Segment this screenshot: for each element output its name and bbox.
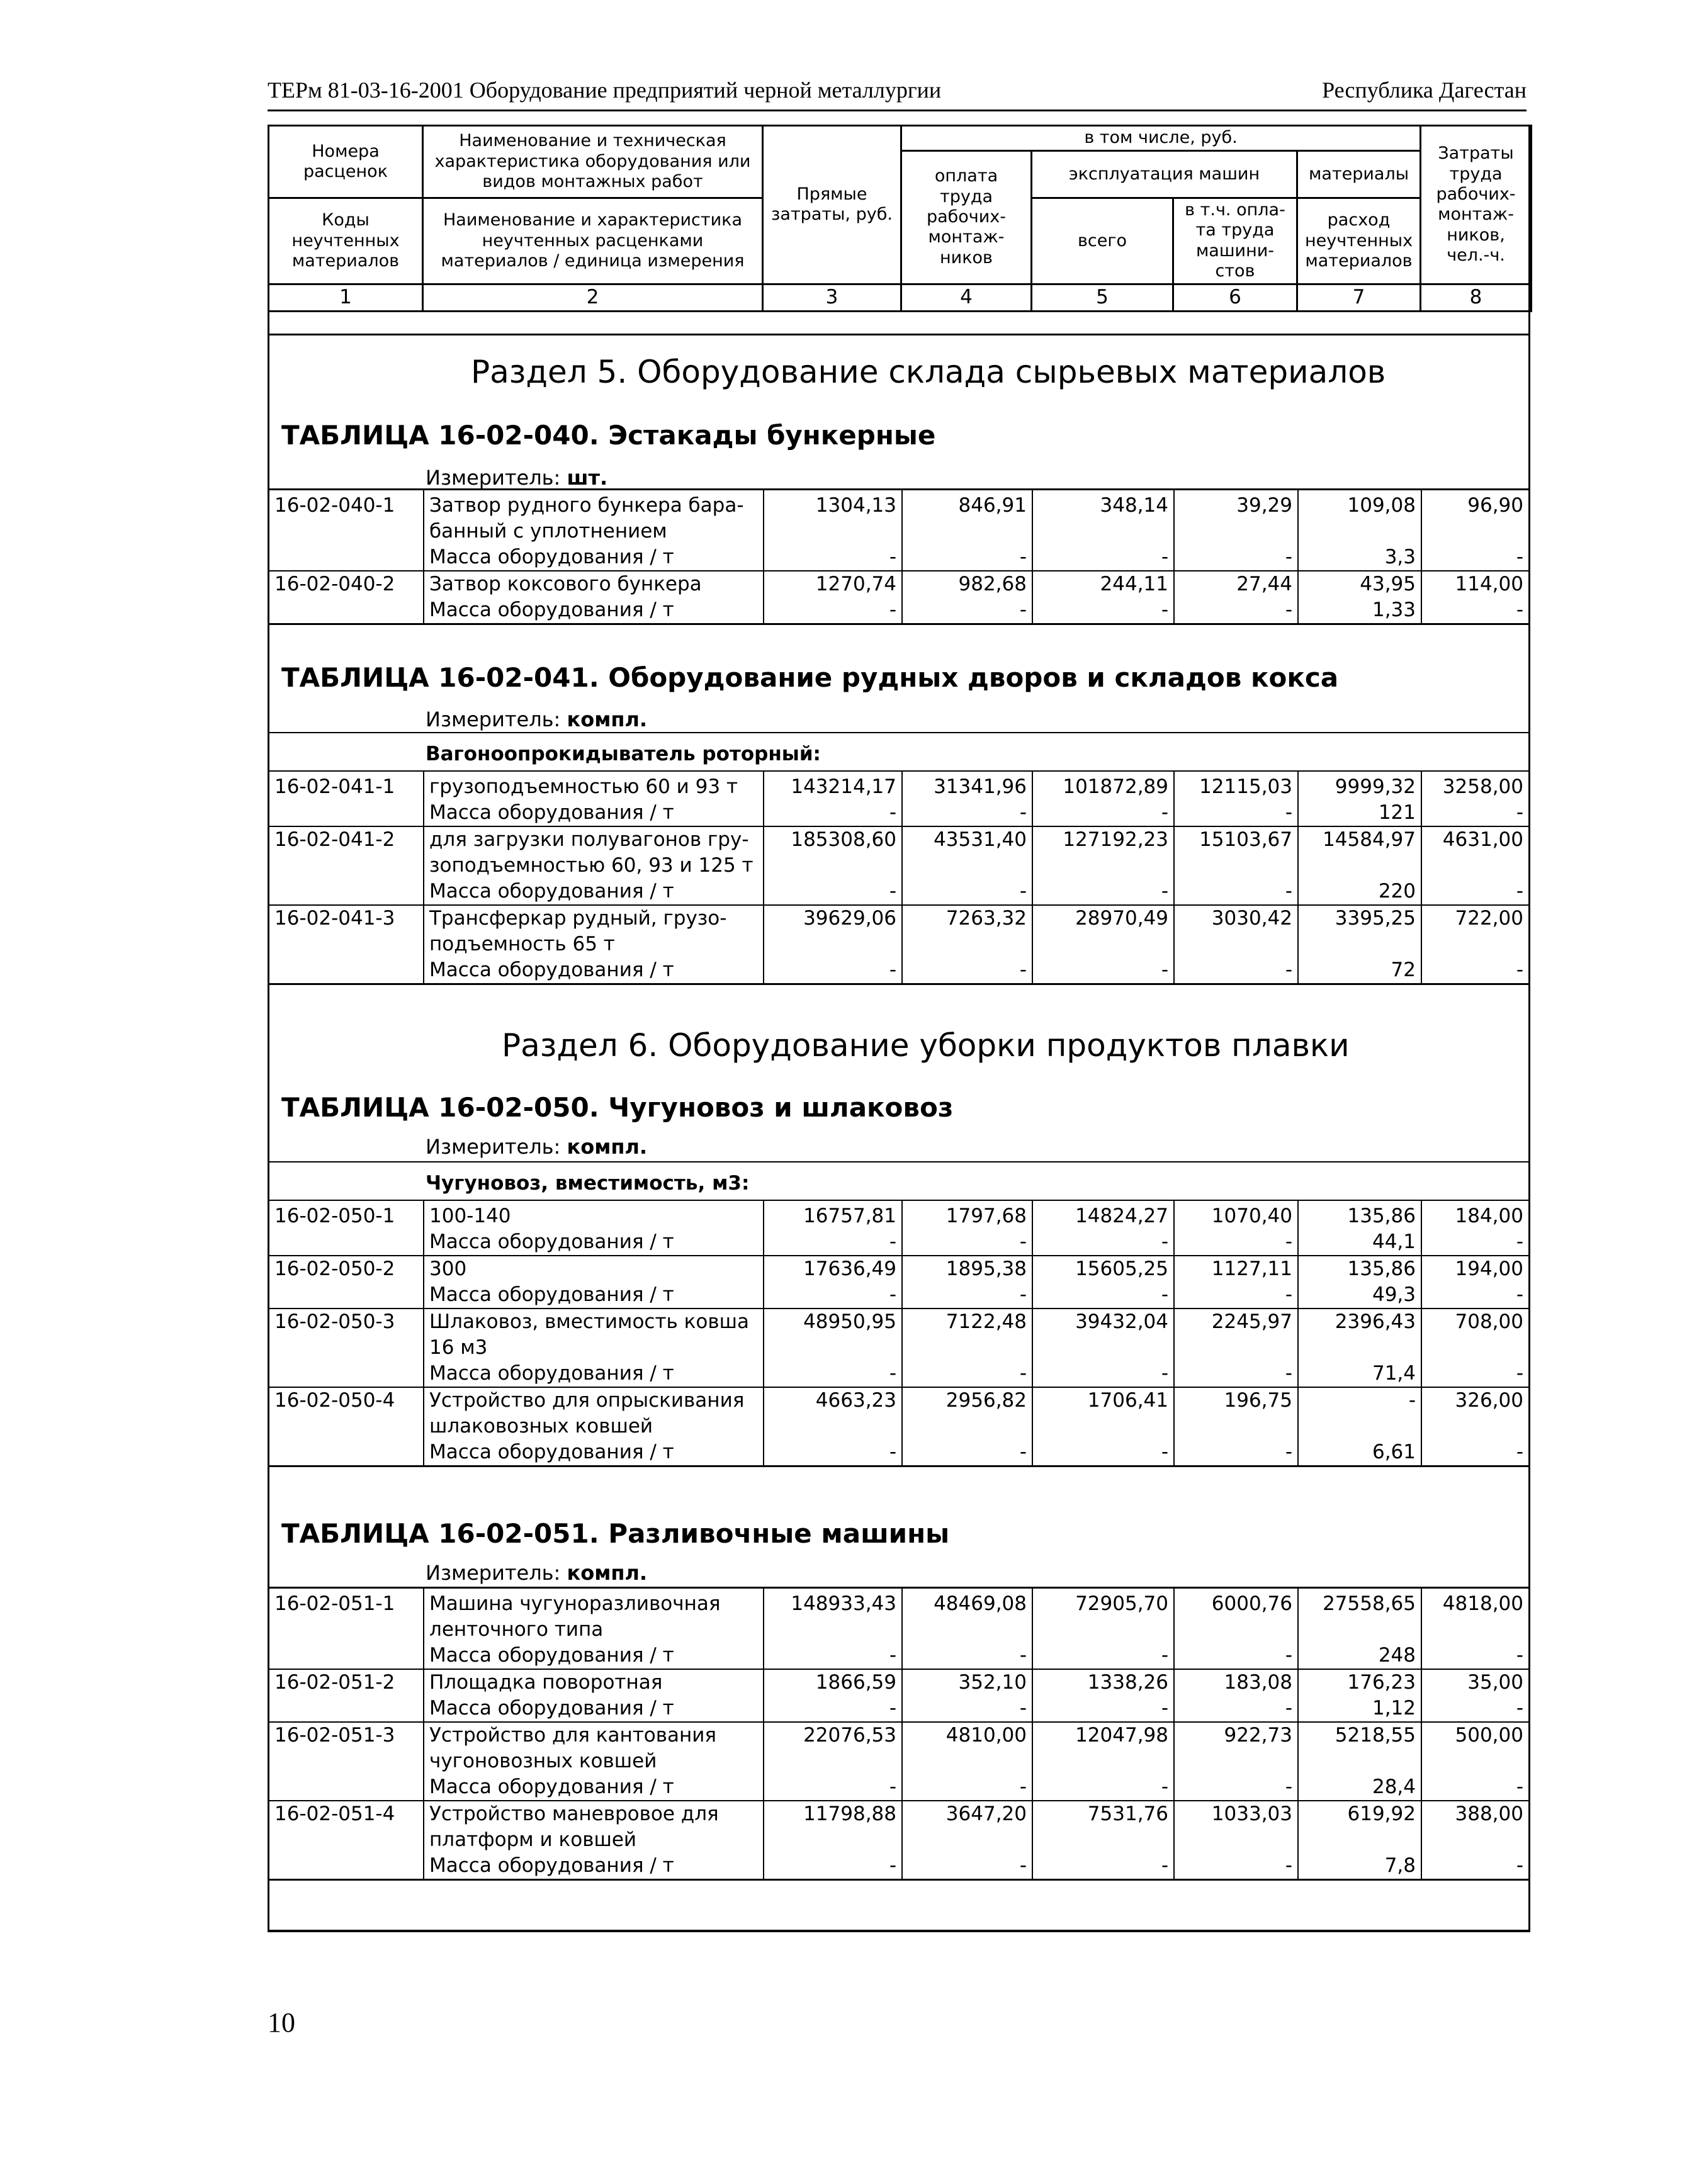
mass-value: - — [1174, 1361, 1298, 1387]
cost-value: 184,00 — [1421, 1200, 1528, 1229]
table-041-title: ТАБЛИЦА 16-02-041. Оборудование рудных дворов и складов кокса — [281, 662, 1339, 693]
item-name: Машина чугуноразливочная ленточного типа — [424, 1588, 764, 1643]
measure-unit: компл. — [567, 1561, 648, 1585]
col1-bottom: Коды неучтенных материалов — [269, 198, 423, 284]
item-name: Трансферкар рудный, грузо-подъемность 65 т — [424, 905, 764, 957]
cost-value: 7531,76 — [1032, 1801, 1174, 1853]
cost-value: 2396,43 — [1298, 1309, 1421, 1361]
mass-value: - — [1421, 957, 1528, 984]
cost-value: 3030,42 — [1174, 905, 1298, 957]
cost-value: 27558,65 — [1298, 1588, 1421, 1643]
cost-value: 35,00 — [1421, 1669, 1528, 1696]
mass-value: - — [1516, 1776, 1523, 1798]
mass-value: 28,4 — [1298, 1774, 1421, 1801]
col-number: 2 — [423, 284, 763, 311]
mass-row — [269, 879, 1528, 905]
mass-label: Масса оборудования / т — [424, 1282, 764, 1309]
table-040-measure — [426, 466, 607, 490]
cost-value: 4631,00 — [1421, 826, 1528, 879]
mass-value: - — [1174, 957, 1298, 984]
cost-value: 2956,82 — [902, 1387, 1032, 1439]
mass-value: - — [1421, 597, 1528, 624]
cost-value: 15605,25 — [1032, 1256, 1174, 1282]
mass-value: - — [1174, 544, 1298, 571]
mass-value: - — [1516, 1230, 1523, 1253]
item-name: Устройство для опрыскивания шлаковозных ковшей — [424, 1387, 764, 1439]
cost-value: 114,00 — [1421, 571, 1528, 597]
cost-value: 7263,32 — [902, 905, 1032, 957]
table-051-title: ТАБЛИЦА 16-02-051. Разливочные машины — [281, 1518, 950, 1549]
mass-value: - — [902, 1643, 1032, 1669]
mass-value: - — [764, 1439, 902, 1466]
cost-value: 500,00 — [1421, 1722, 1528, 1774]
cost-value: 846,91 — [902, 490, 1032, 545]
measure-unit: компл. — [567, 707, 648, 731]
mass-value: - — [902, 597, 1032, 624]
col-number: 6 — [1173, 284, 1297, 311]
cost-value: 3258,00 — [1421, 771, 1528, 800]
mass-value: - — [902, 957, 1032, 984]
rate-code — [269, 1643, 424, 1669]
cost-value: 14584,97 — [1298, 826, 1421, 879]
mass-value: - — [764, 1643, 902, 1669]
header-rule — [269, 334, 1528, 335]
mass-value: - — [1174, 1696, 1298, 1722]
cost-value: 22076,53 — [764, 1722, 902, 1774]
mass-value: - — [764, 1361, 902, 1387]
cost-value: 31341,96 — [902, 771, 1032, 800]
cost-value: 135,86 — [1298, 1256, 1421, 1282]
cost-value: 352,10 — [902, 1669, 1032, 1696]
cost-value: 722,00 — [1421, 905, 1528, 957]
mass-label: Масса оборудования / т — [424, 1439, 764, 1466]
cost-value: 1127,11 — [1174, 1256, 1298, 1282]
mass-value: - — [764, 1282, 902, 1309]
mass-row — [269, 1361, 1528, 1387]
mass-value: - — [1032, 1229, 1174, 1256]
table-040-body — [269, 488, 1528, 625]
table-row — [269, 1256, 1528, 1282]
table-050-body — [269, 1200, 1528, 1467]
cost-value: 39,29 — [1174, 490, 1298, 545]
item-name: для загрузки полувагонов гру-зоподъемностью 60, 93 и 125 т — [424, 826, 764, 879]
col-number: 1 — [269, 284, 423, 311]
col7-header: расход неучтенных материалов — [1297, 198, 1421, 284]
rate-code — [269, 1853, 424, 1880]
mass-label: Масса оборудования / т — [424, 800, 764, 826]
cost-value: 16757,81 — [764, 1200, 902, 1229]
table-051-body — [269, 1587, 1528, 1881]
cost-value: 1866,59 — [764, 1669, 902, 1696]
mass-value: - — [902, 1282, 1032, 1309]
mass-row — [269, 1643, 1528, 1669]
mass-value: - — [1032, 1361, 1174, 1387]
rate-code: 16-02-050-4 — [269, 1387, 424, 1439]
mass-value: 7,8 — [1298, 1853, 1421, 1880]
cost-value: 185308,60 — [764, 826, 902, 879]
rate-code — [269, 957, 424, 984]
column-numbers — [269, 284, 1532, 311]
cost-value: 43,95 — [1298, 571, 1421, 597]
mass-value: - — [1174, 1774, 1298, 1801]
col3-header: Прямые затраты, руб. — [763, 126, 901, 284]
table-row — [269, 771, 1528, 800]
cost-value: 43531,40 — [902, 826, 1032, 879]
mass-value: - — [1032, 800, 1174, 826]
mass-label: Масса оборудования / т — [424, 1774, 764, 1801]
table-row — [269, 1309, 1528, 1361]
rate-code — [269, 1361, 424, 1387]
mass-value: - — [1032, 597, 1174, 624]
rate-code: 16-02-051-1 — [269, 1588, 424, 1643]
mass-row — [269, 544, 1528, 571]
mass-value: - — [764, 879, 902, 905]
section-6-title: Раздел 6. Оборудование уборки продуктов плавки — [502, 1027, 1350, 1064]
mass-value: - — [764, 1853, 902, 1880]
cost-value: 9999,32 — [1298, 771, 1421, 800]
col5-header: всего — [1032, 198, 1173, 284]
mass-value: - — [902, 544, 1032, 571]
page-number: 10 — [268, 2007, 295, 2038]
rate-code: 16-02-050-1 — [269, 1200, 424, 1229]
col1-top: Номера расценок — [269, 126, 423, 198]
mass-label: Масса оборудования / т — [424, 544, 764, 571]
table-050-group-heading: Чугуновоз, вместимость, м3: — [426, 1172, 750, 1195]
item-name: 300 — [424, 1256, 764, 1282]
cost-value: 148933,43 — [764, 1588, 902, 1643]
rate-code — [269, 1229, 424, 1256]
rate-code: 16-02-040-1 — [269, 490, 424, 545]
table-row — [269, 1200, 1528, 1229]
table-051-measure — [426, 1561, 647, 1585]
mass-value: 248 — [1298, 1643, 1421, 1669]
mass-row — [269, 1229, 1528, 1256]
rate-code — [269, 800, 424, 826]
cost-value: 14824,27 — [1032, 1200, 1174, 1229]
mass-value: - — [764, 544, 902, 571]
rate-code — [269, 544, 424, 571]
mass-value: - — [1032, 1774, 1174, 1801]
cost-value: 6000,76 — [1174, 1588, 1298, 1643]
item-name: грузоподъемностью 60 и 93 т — [424, 771, 764, 800]
cost-value: 72905,70 — [1032, 1588, 1174, 1643]
col4-header: оплата труда рабочих-монтаж-ников — [901, 151, 1032, 284]
rate-code — [269, 879, 424, 905]
cost-value: 28970,49 — [1032, 905, 1174, 957]
mass-value: - — [1174, 1439, 1298, 1466]
mass-row — [269, 957, 1528, 984]
rate-code: 16-02-050-3 — [269, 1309, 424, 1361]
mass-value: - — [1032, 879, 1174, 905]
mass-label: Масса оборудования / т — [424, 1696, 764, 1722]
mass-value: - — [1174, 1229, 1298, 1256]
col6-header: в т.ч. опла-та труда машини-стов — [1173, 198, 1297, 284]
cost-value: 708,00 — [1421, 1309, 1528, 1361]
mass-value: - — [1421, 1439, 1528, 1466]
cost-value: 48950,95 — [764, 1309, 902, 1361]
cost-value: 1270,74 — [764, 571, 902, 597]
col-number: 3 — [763, 284, 901, 311]
mass-value: - — [1516, 1697, 1523, 1720]
rate-code: 16-02-041-2 — [269, 826, 424, 879]
cost-value: 39629,06 — [764, 905, 902, 957]
cost-value: 4810,00 — [902, 1722, 1032, 1774]
mass-value: 6,61 — [1298, 1439, 1421, 1466]
rate-code — [269, 1439, 424, 1466]
mass-row — [269, 1439, 1528, 1466]
mass-value: - — [1032, 1696, 1174, 1722]
table-050-rule — [269, 1161, 1528, 1162]
mass-value: 49,3 — [1298, 1282, 1421, 1309]
measure-unit: шт. — [567, 466, 608, 490]
col-number: 7 — [1297, 284, 1421, 311]
col8-header: Затраты труда рабочих-монтаж-ников, чел.-ч. — [1421, 126, 1532, 284]
mass-row — [269, 597, 1528, 624]
cost-value: 109,08 — [1298, 490, 1421, 545]
mass-value: - — [902, 800, 1032, 826]
mass-label: Масса оборудования / т — [424, 1361, 764, 1387]
rate-code: 16-02-041-1 — [269, 771, 424, 800]
col2-bottom: Наименование и характеристика неучтенных расценками материалов / единица измерения — [423, 198, 763, 284]
mass-label: Масса оборудования / т — [424, 879, 764, 905]
mass-value: - — [1516, 1283, 1523, 1306]
cost-value: 3647,20 — [902, 1801, 1032, 1853]
item-name: Устройство для кантования чугоновозных ковшей — [424, 1722, 764, 1774]
rate-code: 16-02-051-4 — [269, 1801, 424, 1853]
mass-value: - — [902, 1853, 1032, 1880]
mass-value: 71,4 — [1298, 1361, 1421, 1387]
mass-value: - — [902, 1774, 1032, 1801]
cost-value: 196,75 — [1174, 1387, 1298, 1439]
table-row — [269, 1669, 1528, 1696]
cost-value: 7122,48 — [902, 1309, 1032, 1361]
cost-value: 619,92 — [1298, 1801, 1421, 1853]
cost-value: 1895,38 — [902, 1256, 1032, 1282]
mass-value: - — [764, 800, 902, 826]
cost-value: 5218,55 — [1298, 1722, 1421, 1774]
cost-value: 982,68 — [902, 571, 1032, 597]
rate-code — [269, 597, 424, 624]
table-row — [269, 1588, 1528, 1643]
rate-code: 16-02-051-3 — [269, 1722, 424, 1774]
mass-label: Масса оборудования / т — [424, 597, 764, 624]
mass-label: Масса оборудования / т — [424, 1643, 764, 1669]
table-row — [269, 1801, 1528, 1853]
cost-value: 135,86 — [1298, 1200, 1421, 1229]
mass-value: 3,3 — [1298, 544, 1421, 571]
table-041-body — [269, 770, 1528, 985]
cost-value: 1033,03 — [1174, 1801, 1298, 1853]
measure-label: Измеритель: — [426, 707, 561, 731]
cost-value: 922,73 — [1174, 1722, 1298, 1774]
cost-value: 3395,25 — [1298, 905, 1421, 957]
cost-value: 127192,23 — [1032, 826, 1174, 879]
item-name: Затвор коксового бункера — [424, 571, 764, 597]
cost-value: 2245,97 — [1174, 1309, 1298, 1361]
cost-value: 388,00 — [1421, 1801, 1528, 1853]
item-name: Шлаковоз, вместимость ковша 16 м3 — [424, 1309, 764, 1361]
cost-value: 1070,40 — [1174, 1200, 1298, 1229]
mass-value: - — [764, 957, 902, 984]
table-040-title: ТАБЛИЦА 16-02-040. Эстакады бункерные — [281, 420, 936, 451]
mass-value: - — [1032, 1282, 1174, 1309]
mass-row — [269, 1282, 1528, 1309]
rate-code: 16-02-040-2 — [269, 571, 424, 597]
table-row — [269, 826, 1528, 879]
mass-value: - — [1174, 1282, 1298, 1309]
section-5-title: Раздел 5. Оборудование склада сырьевых материалов — [471, 354, 1386, 390]
table-041-group-heading: Вагоноопрокидыватель роторный: — [426, 743, 821, 765]
measure-label: Измеритель: — [426, 1135, 561, 1159]
cost-value: 12115,03 — [1174, 771, 1298, 800]
cost-value: 4818,00 — [1421, 1588, 1528, 1643]
cost-value: 1706,41 — [1032, 1387, 1174, 1439]
mass-value: 72 — [1298, 957, 1421, 984]
materials-header: материалы — [1297, 151, 1421, 198]
mass-value: - — [1421, 1853, 1528, 1880]
mass-value: 1,12 — [1298, 1696, 1421, 1722]
mass-row — [269, 1774, 1528, 1801]
column-header — [268, 125, 1532, 312]
rate-code: 16-02-051-2 — [269, 1669, 424, 1696]
mass-value: - — [1032, 544, 1174, 571]
measure-unit: компл. — [567, 1135, 648, 1159]
table-row — [269, 571, 1528, 597]
col-number: 5 — [1032, 284, 1173, 311]
cost-value: - — [1298, 1387, 1421, 1439]
mass-label: Масса оборудования / т — [424, 1853, 764, 1880]
mass-value: - — [764, 1774, 902, 1801]
mass-value: - — [902, 1439, 1032, 1466]
cost-value: 244,11 — [1032, 571, 1174, 597]
mass-row — [269, 800, 1528, 826]
table-050-title: ТАБЛИЦА 16-02-050. Чугуновоз и шлаковоз — [281, 1092, 954, 1123]
table-041-measure — [426, 707, 647, 731]
mass-value: - — [1516, 1644, 1523, 1667]
mass-value: - — [1174, 800, 1298, 826]
cost-value: 326,00 — [1421, 1387, 1528, 1439]
mass-value: - — [1516, 801, 1523, 824]
cost-value: 101872,89 — [1032, 771, 1174, 800]
mass-value: - — [764, 1696, 902, 1722]
mass-value: - — [764, 1229, 902, 1256]
item-name: 100-140 — [424, 1200, 764, 1229]
mass-value: - — [1174, 597, 1298, 624]
mass-value: - — [902, 1696, 1032, 1722]
rate-code — [269, 1774, 424, 1801]
cost-value: 39432,04 — [1032, 1309, 1174, 1361]
rate-code: 16-02-041-3 — [269, 905, 424, 957]
mass-value: - — [1174, 879, 1298, 905]
col-number: 8 — [1421, 284, 1532, 311]
cost-value: 348,14 — [1032, 490, 1174, 545]
table-row — [269, 1722, 1528, 1774]
mass-value: - — [1032, 1439, 1174, 1466]
mass-value: - — [1032, 957, 1174, 984]
cost-value: 1338,26 — [1032, 1669, 1174, 1696]
mass-label: Масса оборудования / т — [424, 1229, 764, 1256]
mass-value: 121 — [1298, 800, 1421, 826]
cost-value: 176,23 — [1298, 1669, 1421, 1696]
machines-header: эксплуатация машин — [1032, 151, 1297, 198]
rate-code: 16-02-050-2 — [269, 1256, 424, 1282]
mass-value: 1,33 — [1298, 597, 1421, 624]
mass-value: - — [1516, 546, 1523, 568]
mass-row — [269, 1853, 1528, 1880]
cost-value: 48469,08 — [902, 1588, 1032, 1643]
cost-value: 17636,49 — [764, 1256, 902, 1282]
mass-value: - — [1032, 1853, 1174, 1880]
item-name: Устройство маневровое для платформ и ковшей — [424, 1801, 764, 1853]
mass-value: 44,1 — [1298, 1229, 1421, 1256]
running-header — [268, 70, 1527, 111]
table-row — [269, 1387, 1528, 1439]
cost-value: 15103,67 — [1174, 826, 1298, 879]
table-041-rule — [269, 732, 1528, 733]
mass-value: - — [902, 879, 1032, 905]
col2-top: Наименование и техническая характеристика оборудования или видов монтажных работ — [423, 126, 763, 198]
mass-value: - — [902, 1361, 1032, 1387]
cost-value: 183,08 — [1174, 1669, 1298, 1696]
table-row — [269, 905, 1528, 957]
table-050-measure — [426, 1135, 647, 1159]
rate-code — [269, 1282, 424, 1309]
cost-value: 1797,68 — [902, 1200, 1032, 1229]
mass-value: - — [1032, 1643, 1174, 1669]
item-name: Площадка поворотная — [424, 1669, 764, 1696]
mass-value: - — [902, 1229, 1032, 1256]
mass-value: - — [764, 597, 902, 624]
cost-value: 194,00 — [1421, 1256, 1528, 1282]
cost-value: 4663,23 — [764, 1387, 902, 1439]
cost-value: 11798,88 — [764, 1801, 902, 1853]
cost-value: 12047,98 — [1032, 1722, 1174, 1774]
mass-value: - — [1174, 1643, 1298, 1669]
cost-value: 96,90 — [1421, 490, 1528, 545]
document-title: ТЕРм 81-03-16-2001 Оборудование предприятий черной металлургии — [268, 77, 942, 103]
item-name: Затвор рудного бункера бара-банный с уплотнением — [424, 490, 764, 545]
including-header: в том числе, руб. — [901, 126, 1421, 151]
table-row — [269, 490, 1528, 545]
cost-value: 143214,17 — [764, 771, 902, 800]
cost-value: 1304,13 — [764, 490, 902, 545]
mass-value: - — [1174, 1853, 1298, 1880]
mass-value: - — [1516, 1362, 1523, 1385]
rate-code — [269, 1696, 424, 1722]
col-number: 4 — [901, 284, 1032, 311]
mass-value: 220 — [1298, 879, 1421, 905]
mass-value: - — [1516, 880, 1523, 903]
measure-label: Измеритель: — [426, 1561, 561, 1585]
measure-label: Измеритель: — [426, 466, 561, 490]
mass-label: Масса оборудования / т — [424, 957, 764, 984]
mass-row — [269, 1696, 1528, 1722]
region-name: Республика Дагестан — [1322, 77, 1527, 103]
cost-value: 27,44 — [1174, 571, 1298, 597]
